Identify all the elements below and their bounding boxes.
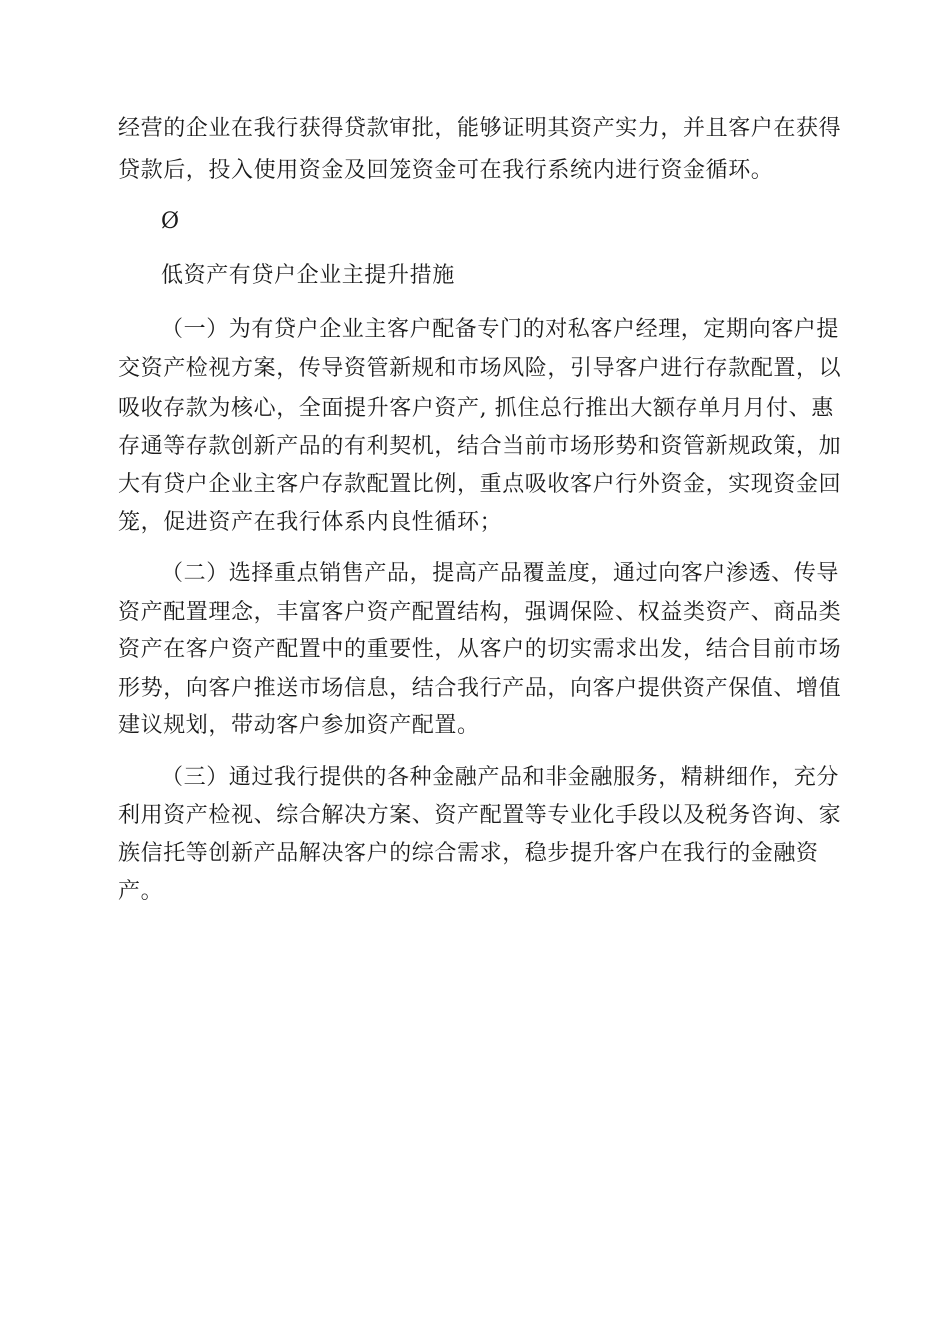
- item-2-line-4: 形势，向客户推送市场信息，结合我行产品，向客户提供资产保值、增值: [118, 676, 842, 701]
- item-2-line-3: 资产在客户资产配置中的重要性，从客户的切实需求出发，结合目前市场: [118, 637, 842, 662]
- item-1-line-1: （一）为有贷户企业主客户配备专门的对私客户经理，定期向客户提: [161, 317, 840, 342]
- item-1-line-6: 笼，促进资产在我行体系内良性循环；: [118, 510, 503, 535]
- section-heading: 低资产有贷户企业主提升措施: [161, 263, 455, 288]
- item-3-line-3: 族信托等创新产品解决客户的综合需求，稳步提升客户在我行的金融资: [118, 841, 819, 866]
- bullet-symbol: Ø: [161, 209, 180, 234]
- intro-line-1: 经营的企业在我行获得贷款审批，能够证明其资产实力，并且客户在获得: [118, 116, 842, 141]
- item-2-line-2: 资产配置理念，丰富客户资产配置结构，强调保险、权益类资产、商品类: [118, 600, 842, 625]
- item-2-line-1: （二）选择重点销售产品，提高产品覆盖度，通过向客户渗透、传导: [161, 561, 840, 586]
- item-3-line-4: 产。: [118, 879, 164, 904]
- intro-line-2: 贷款后，投入使用资金及回笼资金可在我行系统内进行资金循环。: [118, 158, 774, 183]
- item-1-line-4: 存通等存款创新产品的有利契机，结合当前市场形势和资管新规政策，加: [118, 434, 842, 459]
- item-1-line-5: 大有贷户企业主客户存款配置比例，重点吸收客户行外资金，实现资金回: [118, 472, 842, 497]
- item-2-line-5: 建议规划，带动客户参加资产配置。: [118, 713, 480, 738]
- item-1-line-2: 交资产检视方案，传导资管新规和市场风险，引导客户进行存款配置，以: [118, 356, 842, 381]
- item-3-line-2: 利用资产检视、综合解决方案、资产配置等专业化手段以及税务咨询、家: [118, 803, 842, 828]
- item-3-line-1: （三）通过我行提供的各种金融产品和非金融服务，精耕细作，充分: [161, 765, 840, 790]
- item-1-line-3: 吸收存款为核心，全面提升客户资产, 抓住总行推出大额存单月月付、惠: [118, 396, 834, 421]
